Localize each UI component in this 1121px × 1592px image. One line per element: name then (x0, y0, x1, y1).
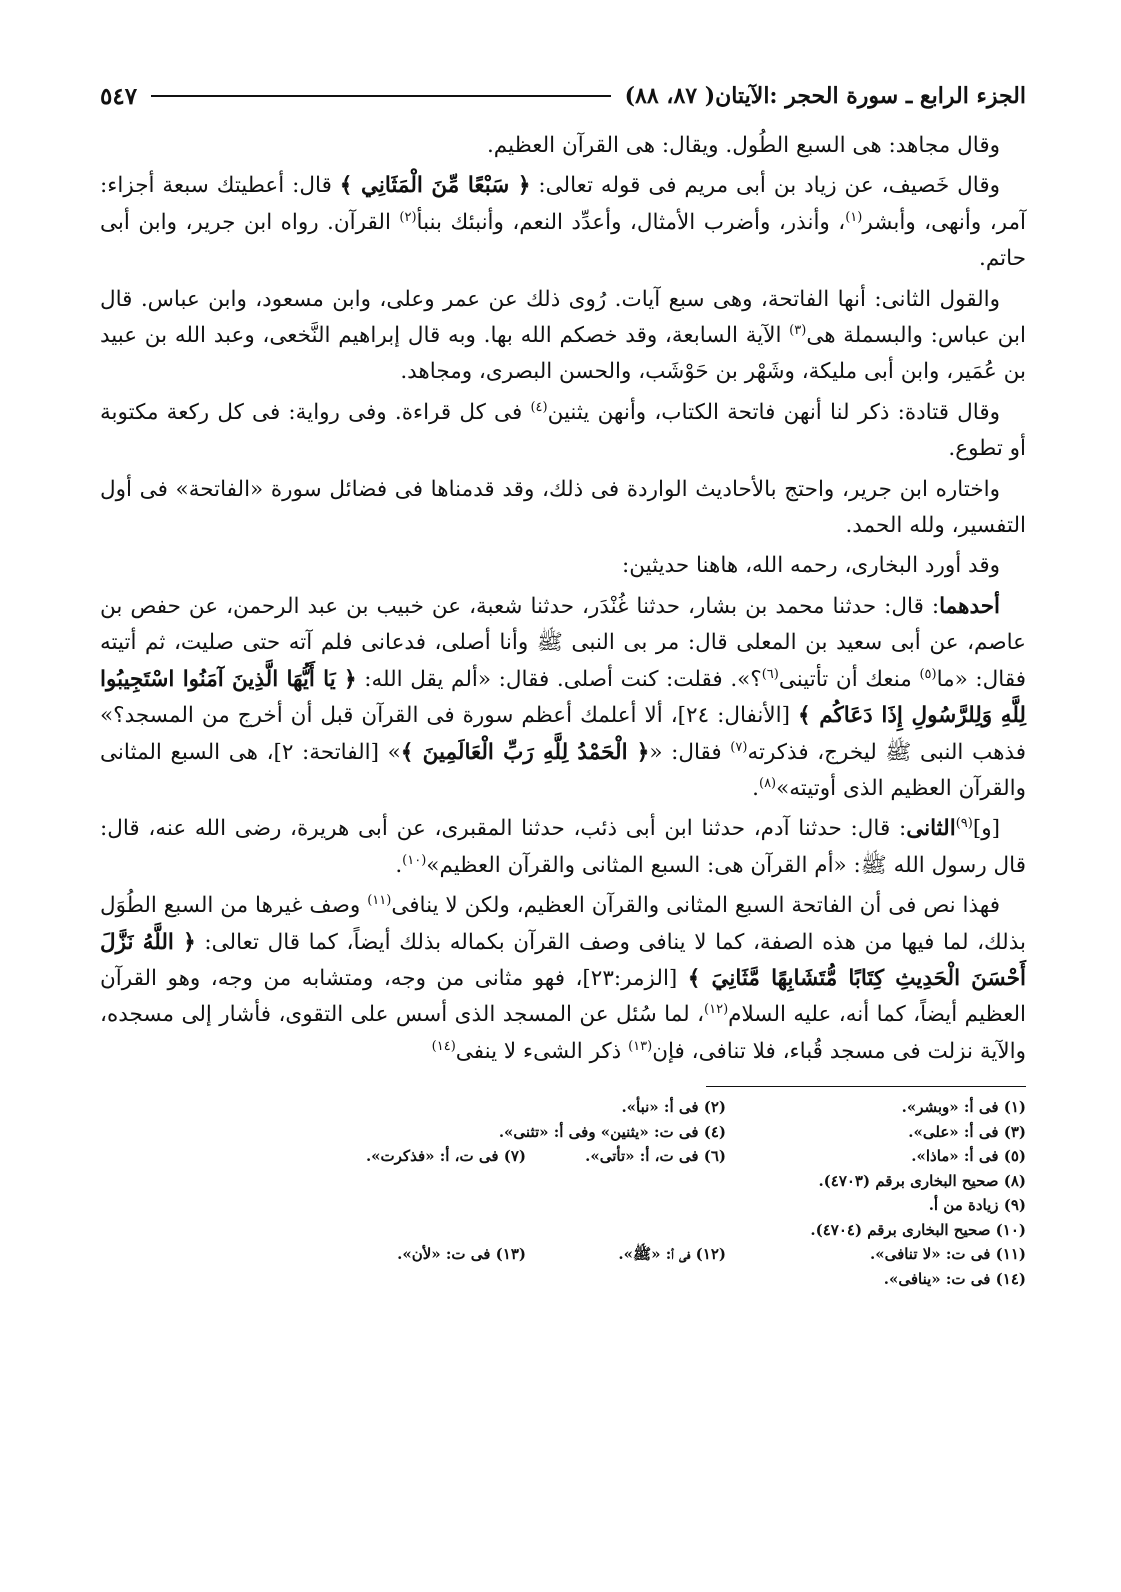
text-run: وقال مجاهد: هى السبع الطُول. ويقال: هى القرآن العظيم. (486, 133, 1000, 158)
text-run: فهذا نص فى أن الفاتحة السبع المثانى والقرآن العظيم، ولكن لا ينافى (391, 893, 1000, 919)
footnote-marker: (٦) (761, 666, 779, 682)
running-title: الجزء الرابع ـ سورة الحجر :الآيتان( ٨٧، ٨٨) (624, 83, 1026, 109)
quran-verse: ﴿ الْحَمْدُ لِلَّهِ رَبِّ الْعَالَمِينَ ﴾ (400, 739, 650, 765)
quran-verse: ﴿ يَا أَيُّهَا الَّذِينَ آمَنُوا اسْتَجِيبُوا لِلَّهِ وَلِلرَّسُولِ إِذَا دَعَاكُم ﴾ (100, 666, 1026, 729)
hadith-heading: أحدهما (939, 593, 1000, 619)
footnote-row (100, 1144, 1026, 1169)
text-run: . (752, 775, 759, 801)
footnote-marker: (٥) (919, 666, 937, 682)
footnote-row (100, 1267, 1026, 1292)
paragraph (100, 888, 1026, 1070)
footnote: (٨) صحيح البخارى برقم (٤٧٠٣). (818, 1171, 1026, 1190)
footnote: (٥) فى أ: «ماذا». (911, 1147, 1026, 1166)
footnote-marker: (٢) (399, 209, 417, 225)
text-run: فى كل قراءة. وفى رواية: فى كل ركعة مكتوبة أو تطوع. (100, 399, 1026, 462)
footnote-separator (706, 1086, 1026, 1087)
paragraph (100, 395, 1026, 468)
footnote: (١٠) صحيح البخارى برقم (٤٧٠٤). (810, 1220, 1026, 1239)
paragraph (100, 811, 1026, 884)
text-run: فقال: « (649, 739, 731, 765)
footnote-row (100, 1193, 1026, 1218)
paragraph (100, 128, 1026, 164)
footnote-marker: (٤) (530, 399, 548, 415)
running-header (100, 78, 1026, 114)
footnote-row (100, 1242, 1026, 1267)
text-run: ، لما سُئل عن المسجد الذى أسس على التقوى، فأشار إلى مسجده، والآية نزلت فى مسجد قُباء، فلا تنافى، فإن (100, 1002, 1026, 1064)
text-run: وقد أورد البخارى، رحمه الله، هاهنا حديثين: (621, 553, 1000, 579)
footnote-marker: (١) (845, 209, 863, 225)
footnote: (١٣) فى ت: «لأن». (397, 1245, 526, 1264)
footnote-marker: (١٣) (628, 1038, 653, 1054)
footnote: (١٤) فى ت: «ينافى». (883, 1269, 1026, 1288)
footnote: (٣) فى أ: «على». (908, 1122, 1026, 1141)
footnote-marker: (١٤) (431, 1038, 456, 1054)
footnote-marker: (١٢) (704, 1002, 729, 1018)
paragraph (100, 282, 1026, 391)
text-run: قال: أعطيتك سبعة أجزاء: آمر، وأنهى، وأبشر (100, 173, 1026, 235)
text-run: : قال: حدثنا محمد بن بشار، حدثنا غُنْدَر، حدثنا شعبة، عن خبيب بن عبد الرحمن، عن حفص بن عاصم، عن أبى سعيد بن المعلى قال: مر بى النبى ﷺ وأنا أصلى، فدعانى فلم آته حتى صليت، ثم أتيته فقال: «ما (100, 593, 1026, 692)
footnote-marker: (٣) (789, 322, 807, 338)
footnote-marker: (٨) (758, 775, 777, 791)
footnote: (٩) زيادة من أ. (928, 1196, 1026, 1215)
text-run: [الأنفال: ٢٤]، ألا أعلمك أعظم سورة فى القرآن قبل أن أخرج من المسجد؟» فذهب النبى ﷺ ليخرج، فذكرته (100, 703, 1026, 765)
footnote-marker: (٩) (955, 816, 973, 832)
text-run: [و] (972, 816, 1000, 842)
hadith-heading: الثانى (906, 816, 956, 842)
quran-verse: ﴿ اللَّهُ نَزَّلَ أَحْسَنَ الْحَدِيثِ كِتَابًا مُّتَشَابِهًا مَّثَانِيَ ﴾ (100, 929, 1026, 991)
text-run: منعك أن تأتينى (778, 666, 920, 692)
quran-verse: ﴿ سَبْعًا مِّنَ الْمَثَانِي ﴾ (339, 173, 531, 199)
footnote: (١١) فى ت: «لا تنافى». (869, 1245, 1026, 1264)
text-run: : قال: حدثنا آدم، حدثنا ابن أبى ذئب، حدثنا المقبرى، عن أبى هريرة، رضى الله عنه، قال: قال رسول الله ﷺ: «أم القرآن هى: السبع المثانى والقرآن العظيم» (100, 816, 1026, 878)
text-run: والقول الثانى: أنها الفاتحة، وهى سبع آيات. رُوى ذلك عن عمر وعلى، وابن مسعود، وابن عباس. قال ابن عباس: والبسملة هى (100, 286, 1027, 349)
main-text (100, 128, 1026, 1070)
text-run: [الزمر:٢٣]، فهو مثانى من وجه، ومتشابه من وجه، وهو القرآن العظيم أيضاً، كما أنه، عليه السلام (100, 965, 1026, 1028)
text-run: ، وأنذر، وأضرب الأمثال، وأعدِّد النعم، وأنبئك بنبأ (416, 209, 846, 235)
paragraph (100, 168, 1026, 277)
footnote-row (100, 1120, 1026, 1145)
paragraph (100, 472, 1026, 545)
text-run: . (395, 852, 403, 878)
footnote-marker: (٧) (730, 739, 748, 755)
footnote: (١٢) فى أ: «ﷺ». (618, 1245, 726, 1264)
paragraph (100, 589, 1026, 807)
footnote-row (100, 1169, 1026, 1194)
text-run: الآية السابعة، وقد خصكم الله بها. وبه قال إبراهيم النَّخعى، وعبد الله بن عبيد بن عُمَير، وابن أبى مليكة، وشَهْر بن حَوْشَب، والحسن البصرى، ومجاهد. (100, 323, 1026, 385)
footnotes (100, 1095, 1026, 1291)
footnote-marker: (١٠) (402, 852, 427, 868)
footnote-marker: (١١) (367, 892, 392, 908)
text-run: وقال قتادة: ذكر لنا أنهن فاتحة الكتاب، وأنهن يثنين (547, 399, 1000, 425)
text-run: واختاره ابن جرير، واحتج بالأحاديث الواردة فى ذلك، وقد قدمناها فى فضائل سورة «الفاتحة» فى أول التفسير، ولله الحمد. (100, 476, 1026, 539)
footnote-row (100, 1095, 1026, 1120)
text-run: وقال خَصيف، عن زياد بن أبى مريم فى قوله تعالى: (530, 173, 1000, 199)
header-rule (151, 95, 611, 97)
footnote: (١) فى أ: «وبشر». (901, 1098, 1026, 1117)
page-number: ٥٤٧ (100, 82, 138, 110)
footnote: (٢) فى أ: «نبأ». (621, 1098, 726, 1117)
footnote: (٧) فى ت، أ: «فذكرت». (365, 1147, 526, 1166)
text-run: القرآن. رواه ابن جرير، وابن أبى حاتم. (100, 209, 1026, 272)
footnote-row (100, 1218, 1026, 1243)
footnote: (٤) فى ت: «يثنين» وفى أ: «تثنى». (498, 1122, 726, 1141)
text-run: ؟». فقلت: كنت أصلى. فقال: «ألم يقل الله: (356, 666, 762, 692)
paragraph (100, 548, 1026, 584)
text-run: » [الفاتحة: ٢]، هى السبع المثانى والقرآن العظيم الذى أوتيته» (100, 739, 1026, 801)
text-run: ذكر الشىء لا ينفى (455, 1038, 629, 1064)
footnote: (٦) فى ت، أ: «تأتى». (585, 1147, 726, 1166)
text-run: وصف غيرها من السبع الطُوَل بذلك، لما فيها من هذه الصفة، كما لا ينافى وصف القرآن بكماله بذلك أيضاً، كما قال تعالى: (100, 893, 1026, 955)
